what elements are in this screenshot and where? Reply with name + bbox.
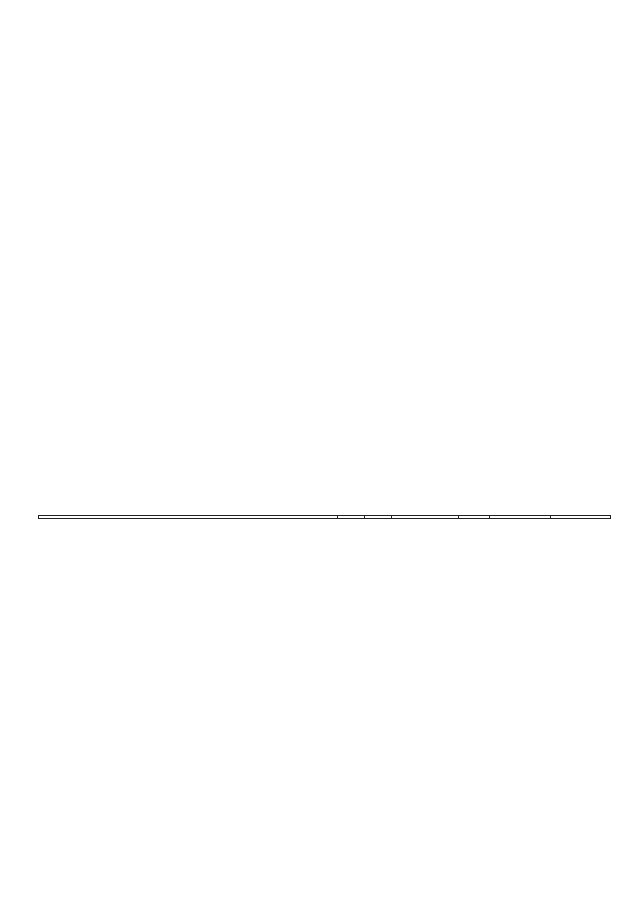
header-pr (364, 516, 391, 519)
budget-table (38, 515, 611, 519)
table-header-row (39, 516, 611, 519)
header-sum-2023 (490, 516, 550, 519)
header-rz (337, 516, 364, 519)
header-sum-2024 (550, 516, 610, 519)
header-csr (391, 516, 458, 519)
header-name (39, 516, 338, 519)
header-vr (459, 516, 490, 519)
